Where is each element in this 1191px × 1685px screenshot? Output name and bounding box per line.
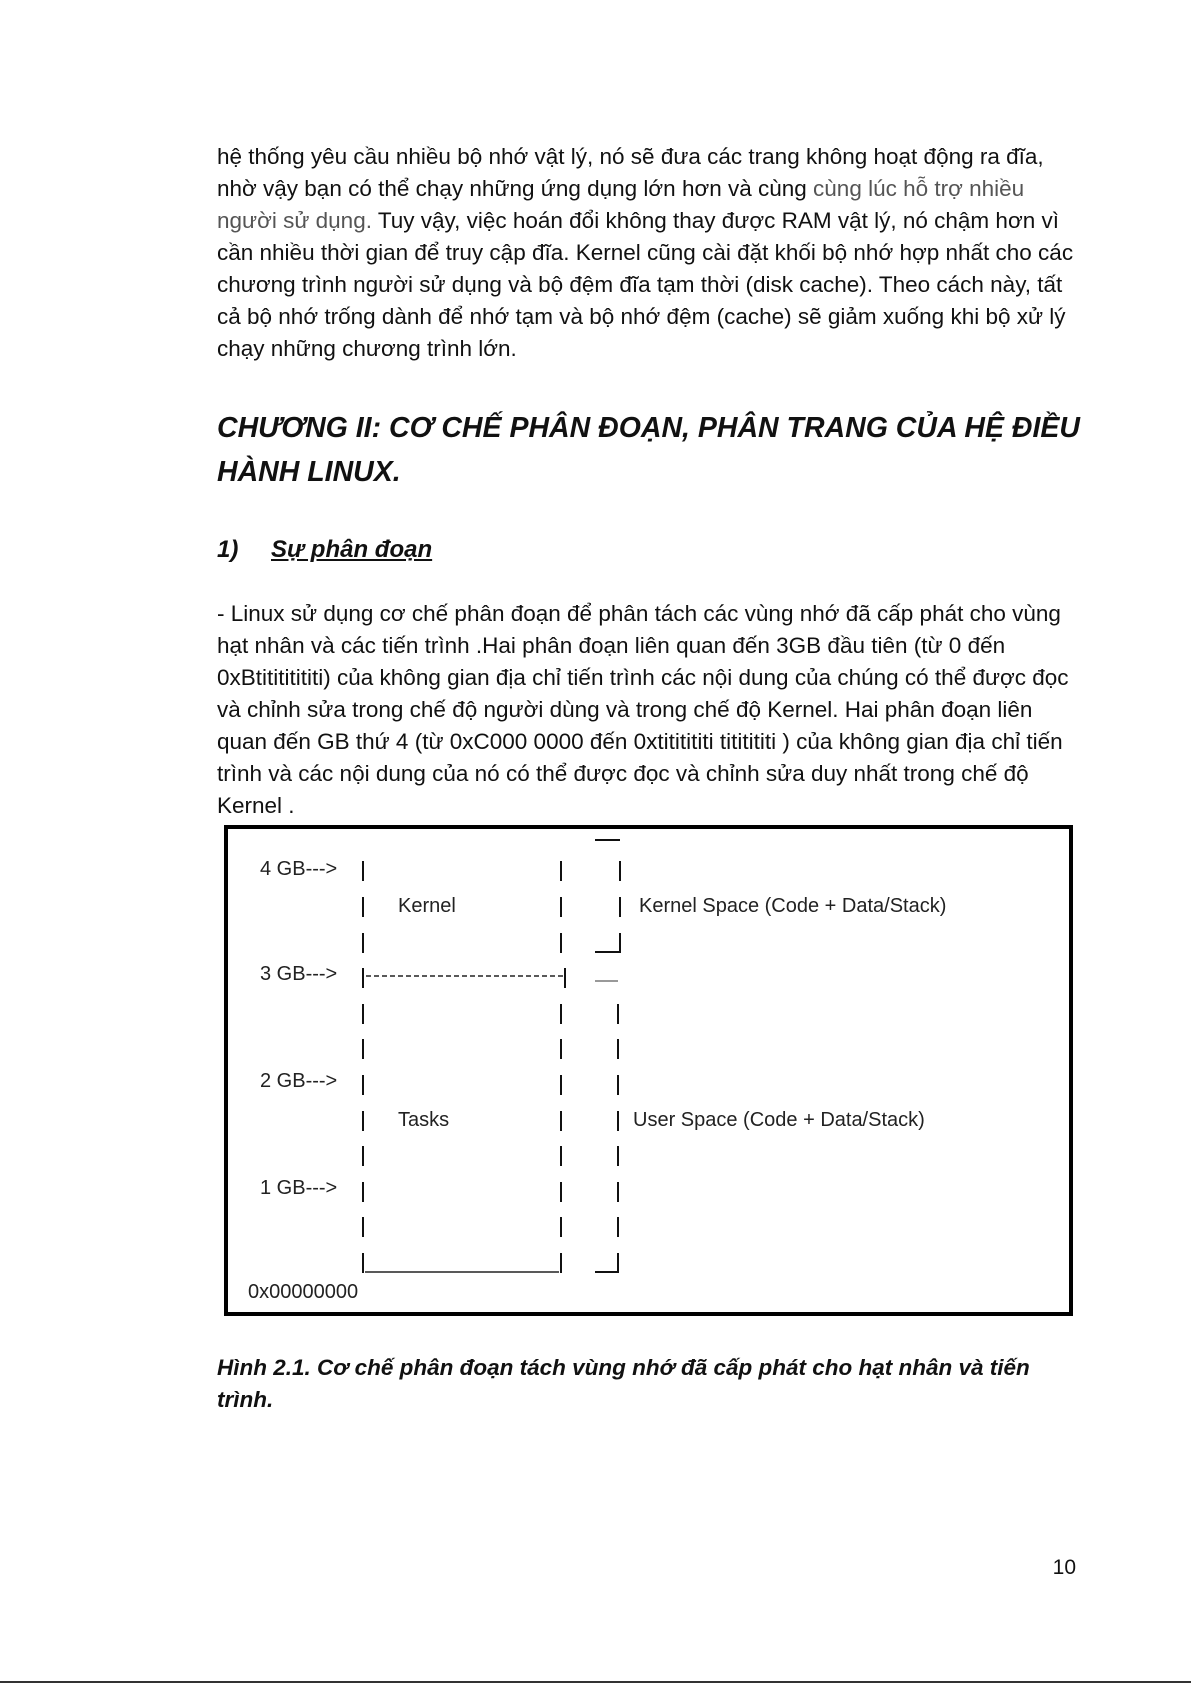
paragraph-text: Tuy vậy, việc hoán đổi không thay được RAM vật lý, nó chậm hơn vì cần nhiều thời gian để truy cập đĩa. Kernel cũng cài đặt khối bộ nhớ hợp nhất cho các chương trình người sử dụng và bộ đệm đĩa tạm thời (disk cache). Theo cách này, tất cả bộ nhớ trống dành để nhớ tạm và bộ nhớ đệm (cache) sẽ giảm xuống khi bộ xử lý chạy những chương trình lớn. [217, 208, 1074, 361]
bottom-rule [0, 1681, 1191, 1683]
label-1gb: 1 GB---> [260, 1177, 338, 1199]
section-number: 1) [217, 536, 239, 563]
memory-layout-diagram [228, 829, 1069, 1312]
label-user-space: User Space (Code + Data/Stack) [633, 1109, 925, 1131]
paragraph-text-muted: cùng lúc hỗ trợ nhiều người sử dụng. [217, 176, 1025, 233]
memory-box-right-bars [561, 861, 565, 1273]
label-tasks: Tasks [398, 1109, 450, 1131]
body-paragraph [217, 141, 1087, 365]
label-kernel: Kernel [398, 895, 456, 917]
label-2gb: 2 GB---> [260, 1070, 338, 1092]
body-paragraph-segmentation: - Linux sử dụng cơ chế phân đoạn để phân tách các vùng nhớ đã cấp phát cho vùng hạt nhân và các tiến trình .Hai phân đoạn liên quan đến 3GB đầu tiên (từ 0 đến 0xBtitititititi) của không gian địa chỉ tiến trình các nội dung của chúng có thể được đọc và chỉnh sửa trong chế độ người dùng và trong chế độ Kernel. Hai phân đoạn liên quan đến GB thứ 4 (từ 0xC000 0000 đến 0xtititititi tititititi ) của không gian địa chỉ tiến trình và các nội dung của nó có thể được đọc và chỉnh sửa duy nhất trong chế độ Kernel . [217, 601, 1069, 818]
section-heading [217, 533, 432, 567]
page-number: 10 [1052, 1556, 1076, 1579]
label-kernel-space: Kernel Space (Code + Data/Stack) [639, 895, 947, 917]
paragraph-text: hệ thống yêu cầu nhiều bộ nhớ vật lý, nó sẽ đưa các trang không hoạt động ra đĩa, nhờ vậy bạn có thể chạy những ứng dụng lớn hơn và cùng [217, 144, 1044, 201]
chapter-heading: CHƯƠNG II: CƠ CHẾ PHÂN ĐOẠN, PHÂN TRANG CỦA HỆ ĐIỀU HÀNH LINUX. [217, 412, 1080, 488]
kernel-space-bracket [595, 840, 620, 953]
label-address-zero: 0x00000000 [248, 1281, 359, 1303]
figure-caption: Hình 2.1. Cơ chế phân đoạn tách vùng nhớ đã cấp phát cho hạt nhân và tiến trình. [217, 1355, 1030, 1412]
user-space-bracket [595, 981, 618, 1273]
label-3gb: 3 GB---> [260, 963, 338, 985]
label-4gb: 4 GB---> [260, 858, 338, 880]
memory-layout-figure [224, 825, 1073, 1316]
section-title: Sự phân đoạn [271, 536, 433, 563]
